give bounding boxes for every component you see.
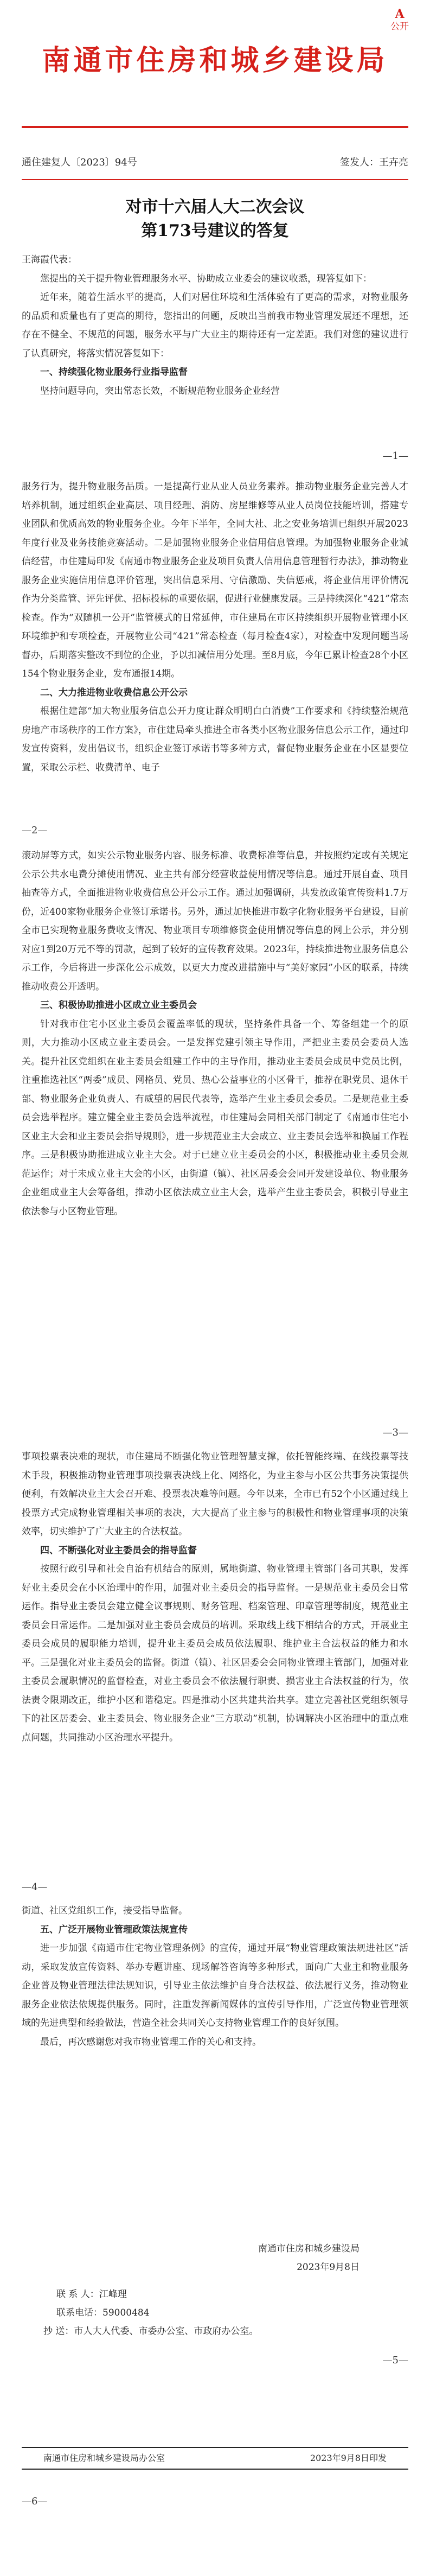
paragraph: 滚动屏等方式，如实公示物业服务内容、服务标准、收费标准等信息，并按照约定或有关规定公示公共水电费分摊使用情况、业主共有部分经营收益使用情况等信息。通过开展自查、项目抽查等方式，全面推进物业收费信息公开公示工作。通过加强调研，共发放政策宣传资料1.7万份，近400家物业服务企业签订承诺书。另外，通过加快推进市数字化物业服务平台建设，目前全市已实现物业服务费收支情况、物业项目专项维修资金使用情况等信息的网上公示，并分别对应1到20万元不等的罚款，起到了较好的宣传教育效果。2023年，持续推进物业服务信息公示工作，今后将进一步深化公示成效，以更大力度改进措施中与“美好家园”小区的联系，持续推动收费公开透明。 bbox=[22, 850, 408, 992]
page-4-body bbox=[22, 1448, 408, 1747]
sign-date: 2023年9月8日 bbox=[297, 2262, 360, 2273]
page-number: —2— bbox=[22, 825, 48, 836]
paragraph: 您提出的关于提升物业管理服务水平、协助成立业委会的建议收悉，现答复如下： bbox=[40, 273, 372, 284]
signature-block bbox=[22, 2240, 408, 2277]
page-number: —5— bbox=[382, 2355, 408, 2366]
red-meta-rule bbox=[22, 179, 408, 180]
title-line-1: 对市十六届人大二次会议 bbox=[125, 197, 305, 216]
cc-line: 抄 送：市人大人代委、市委办公室、市政府办公室。 bbox=[43, 2326, 259, 2337]
page-number: —4— bbox=[22, 1882, 48, 1893]
badge-text: 公开 bbox=[390, 21, 409, 32]
footer-date: 2023年9月8日印发 bbox=[310, 2453, 387, 2463]
page-number: —1— bbox=[382, 450, 408, 462]
publicity-badge bbox=[390, 8, 409, 33]
title-line-2: 第173号建议的答复 bbox=[141, 221, 289, 240]
section-heading: 五、广泛开展物业管理政策法规宣传 bbox=[40, 1924, 188, 1935]
paragraph: 事项投票表决难的现状，市住建局不断强化物业管理智慧支撑，依托智能终端、在线投票等技术手段，积极推动物业管理事项投票表决线上化、网络化，为业主参与小区公共事务决策提供便利，有效解决业主大会召开难、投票表决难等问题。今年以来，全市已有52个小区通过线上投票方式完成物业管理相关事项的表决，大大提高了业主参与的积极性和物业管理事项的决策效率，切实维护了广大业主的合法权益。 bbox=[22, 1451, 408, 1537]
paragraph: 根据住建部“加大物业服务信息公开力度让群众明明白白消费”工作要求和《持续整治规范房地产市场秩序的工作方案》，市住建局牵头推进全市各类小区物业服务信息公示工作，通过印发宣传资料，发出倡议书，组织企业签订承诺书等多种方式，督促物业服务企业在小区显要位置，采取公示栏、收费清单、电子 bbox=[22, 706, 408, 773]
paragraph: 针对我市住宅小区业主委员会覆盖率低的现状，坚持条件具备一个、筹备组建一个的原则，大力推动小区成立业主委员会。一是发挥党建引领主导作用，严把业主委员会委员人选关。提升社区党组织在业主委员会组建工作中的主导作用，推动业主委员会成员中党员比例，注重推选社区“两委”成员、网格员、党员、热心公益事业的小区骨干，推荐在职党员、退休干部、物业服务企业负责人、有威望的居民代表等，选举产生业主委员会委员。二是规范业主委员会选举程序。建立健全业主委员会选举流程，市住建局会同相关部门制定了《南通市住宅小区业主大会和业主委员会指导规则》，进一步规范业主大会成立、业主委员会选举和换届工作程序。三是积极协助推进成立业主大会。对于已建立业主委员会的小区，积极推动业主委员会规范运作；对于未成立业主大会的小区，由街道（镇）、社区居委会会同开发建设单位、物业服务企业组成业主大会筹备组，推动小区依法成立业主大会，选举产生业主委员会，积极引导业主依法参与小区物业管理。 bbox=[22, 1018, 408, 1217]
doc-title bbox=[22, 195, 408, 243]
red-header-rule bbox=[22, 126, 408, 128]
contact-block bbox=[22, 2285, 408, 2341]
page-3-body bbox=[22, 846, 408, 1221]
paragraph: 按照行政引导和社会自治有机结合的原则，属地街道、物业管理主管部门各司其职，发挥好业主委员会在小区治理中的作用，加强对业主委员会的指导监督。一是规范业主委员会日常运作。指导业主委员会建立健全议事规则、财务管理、档案管理、印章管理等制度，规范业主委员会日常运作。二是加强对业主委员会成员的培训。采取线上线下相结合的方式，开展业主委员会成员的履职能力培训，提升业主委员会成员依法履职、维护业主合法权益的能力和水平。三是强化对业主委员会的监督。街道（镇）、社区居委会会同物业管理主管部门，加强对业主委员会履职情况的监督检查，对业主委员会不依法履行职责、损害业主合法权益的行为，依法责令限期改正，维护小区和谐稳定。四是推动小区共建共治共享。建立完善社区党组织领导下的社区居委会、业主委员会、物业服务企业“三方联动”机制，协调解决小区治理中的重点难点问题，共同推动小区治理水平提升。 bbox=[22, 1564, 408, 1743]
badge-letter: A bbox=[395, 7, 405, 21]
section-heading: 四、不断强化对业主委员会的指导监督 bbox=[40, 1545, 197, 1556]
page-number: —6— bbox=[22, 2496, 48, 2507]
paragraph: 服务行为，提升物业服务品质。一是提高行业从业人员业务素养。推动物业服务企业完善人才培养机制，通过组织企业高层、项目经理、消防、房屋维修等从业人员岗位技能培训，搭建专业团队和优质高效的物业服务企业。今年下半年，全同大社、北之安业务培训已组织开展2023年度行业及业务技能竞赛活动。二是加强物业服务企业信用信息管理。为加强物业服务企业诚信经营，市住建局印发《南通市物业服务企业及项目负责人信用信息管理暂行办法》，推动物业服务企业实施信用信息评价管理，突出信息采用、守信激励、失信惩戒，将企业信用评价情况作为分类监管、评先评优、招标投标的重要依据，促进行业健康发展。三是持续深化“421”常态检查。作为“双随机一公开”监管模式的日常延伸，市住建局在市区持续组织开展物业管理小区环境维护和专项检查，开展物业公司“421”常态检查（每月检查4家），对检查中发现问题当场督办，后期落实整改不到位的企业，予以扣减信用分处理。至8月底，今年已累计检查28个小区154个物业服务企业，发布通报14期。 bbox=[22, 481, 408, 679]
signer: 签发人：王卉亮 bbox=[340, 157, 408, 168]
footer-rule-bottom bbox=[22, 2469, 408, 2470]
footer-rule-top bbox=[22, 2447, 408, 2448]
paragraph: 近年来，随着生活水平的提高，人们对居住环境和生活体验有了更高的需求，对物业服务的品质和质量也有了更高的期待，您指出的问题，反映出当前我市物业管理发展还不理想，还存在不健全、不规范的问题，服务水平与广大业主的期待还有一定差距。我们对您的建议进行了认真研究，将落实情况答复如下： bbox=[22, 292, 408, 359]
doc-number: 通住建复人〔2023〕94号 bbox=[22, 157, 137, 168]
sign-org: 南通市住房和城乡建设局 bbox=[258, 2243, 360, 2254]
contact-phone: 联系电话：59000484 bbox=[56, 2307, 150, 2318]
section-heading: 二、大力推进物业收费信息公开公示 bbox=[40, 687, 188, 698]
paragraph: 街道、社区党组织工作，接受指导监督。 bbox=[22, 1905, 188, 1916]
paragraph: 进一步加强《南通市住宅物业管理条例》的宣传，通过开展“物业管理政策法规进社区”活动，采取发放宣传资料、举办专题讲座、现场解答咨询等多种形式，面向广大业主和物业服务企业普及物业管理法律法规知识，引导业主依法维护自身合法权益、依法履行义务，推动物业服务企业依法依规提供服务。同时，注重发挥新闻媒体的宣传引导作用，广泛宣传物业管理领域的先进典型和经验做法，营造全社会共同关心支持物业管理工作的良好氛围。 bbox=[22, 1943, 408, 2029]
page-number: —3— bbox=[382, 1427, 408, 1438]
paragraph: 最后，再次感谢您对我市物业管理工作的关心和支持。 bbox=[40, 2036, 261, 2048]
org-title: 南通市住房和城乡建设局 bbox=[42, 44, 388, 77]
page-2-body bbox=[22, 477, 408, 777]
salutation: 王海霞代表： bbox=[22, 254, 77, 265]
section-heading: 三、积极协助推进小区成立业主委员会 bbox=[40, 1000, 197, 1011]
page-5-body bbox=[22, 1902, 408, 2051]
contact-person: 联 系 人：江峰理 bbox=[56, 2289, 127, 2300]
section-heading: 一、持续强化物业服务行业指导监督 bbox=[40, 367, 188, 378]
page-1-body bbox=[22, 251, 408, 400]
footer-org: 南通市住房和城乡建设局办公室 bbox=[43, 2453, 165, 2463]
paragraph: 坚持问题导向，突出常态长效，不断规范物业服务企业经营 bbox=[40, 385, 280, 397]
